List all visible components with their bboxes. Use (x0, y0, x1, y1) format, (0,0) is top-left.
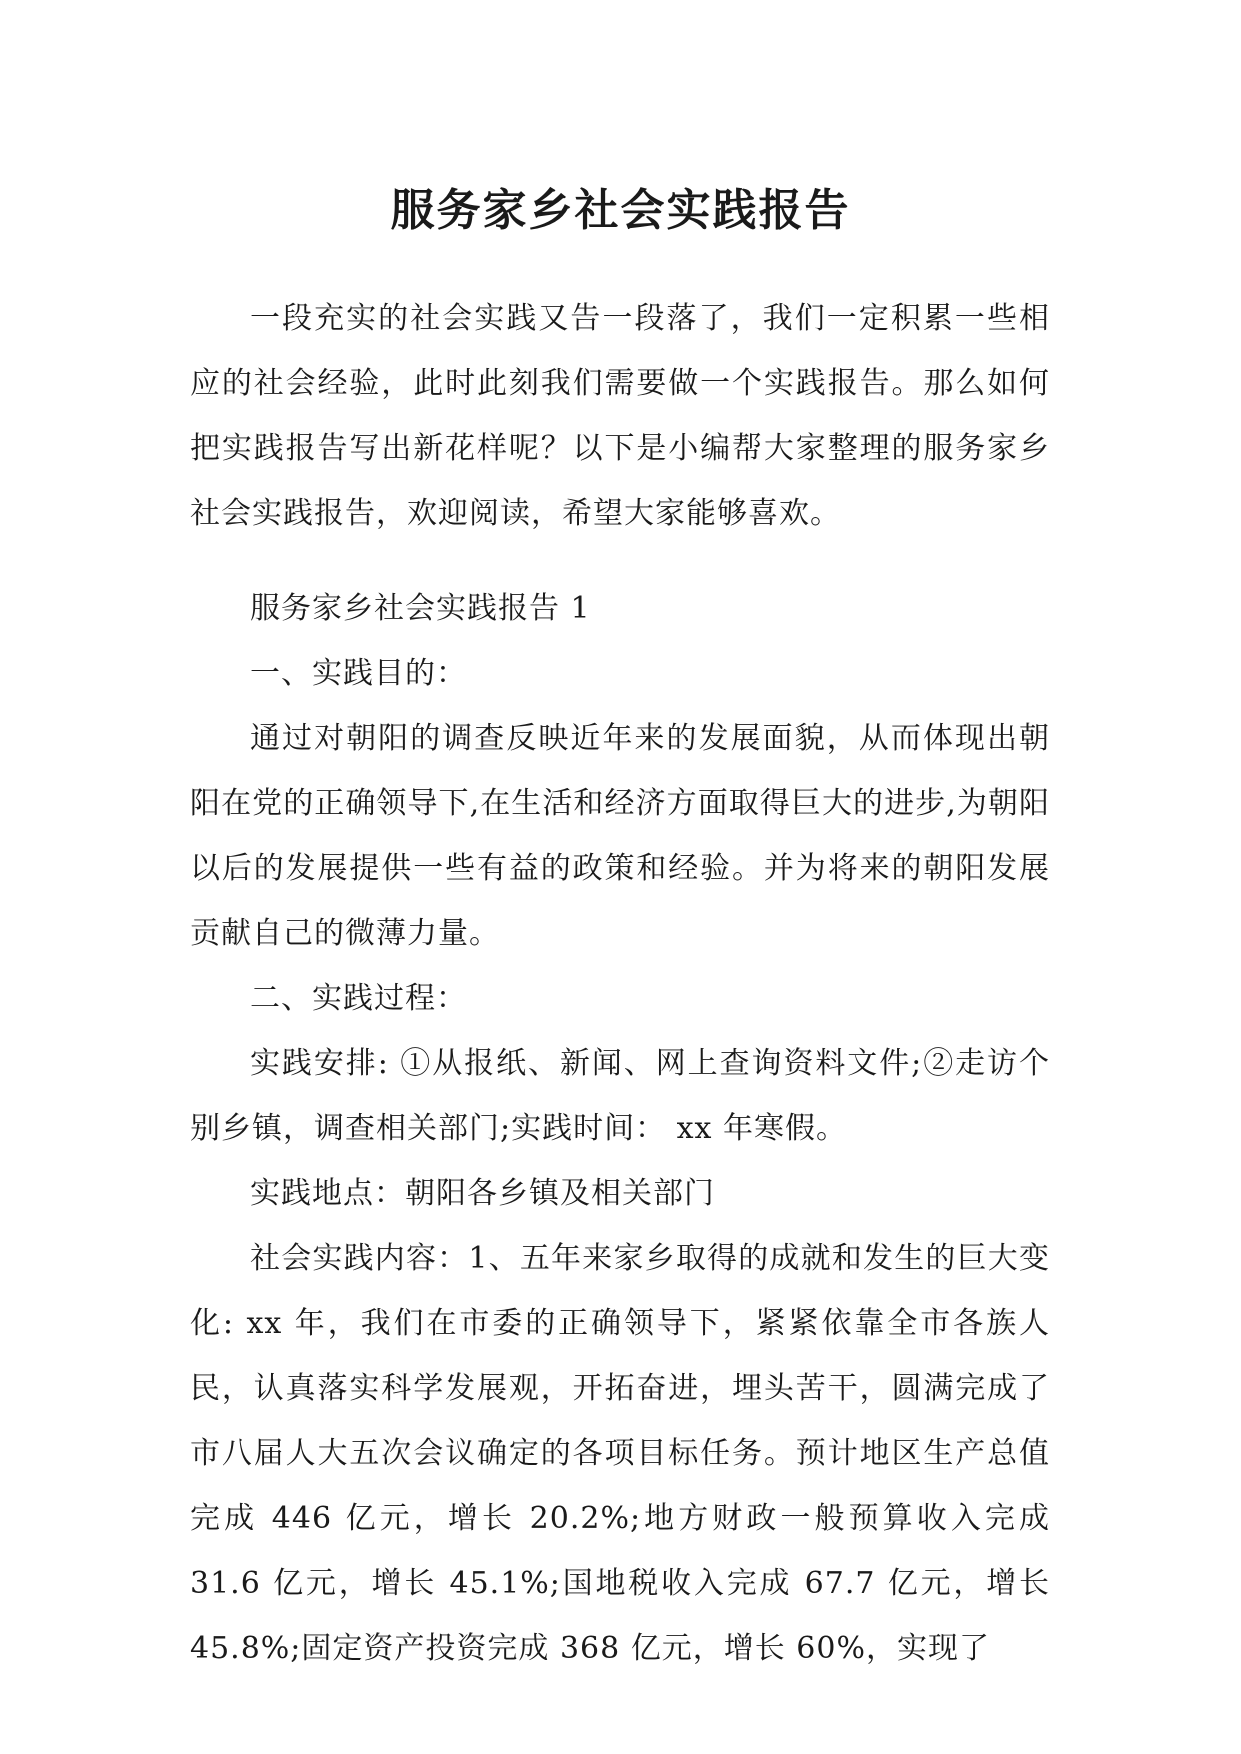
intro-block (190, 286, 1050, 546)
section-heading-process: 二、实践过程： (250, 981, 467, 1016)
purpose-paragraph: 通过对朝阳的调查反映近年来的发展面貌，从而体现出朝阳在党的正确领导下,在生活和经济方面取得巨大的进步,为朝阳以后的发展提供一些有益的政策和经验。并为将来的朝阳发展贡献自己的微薄力量。 (190, 721, 1050, 951)
intro-paragraph: 一段充实的社会实践又告一段落了，我们一定积累一些相应的社会经验，此时此刻我们需要做一个实践报告。那么如何把实践报告写出新花样呢？以下是小编帮大家整理的服务家乡社会实践报告，欢迎阅读，希望大家能够喜欢。 (190, 301, 1050, 531)
report-subtitle: 服务家乡社会实践报告 1 (250, 591, 591, 626)
arrangement-paragraph: 实践安排: ①从报纸、新闻、网上查询资料文件;②走访个别乡镇，调查相关部门;实践时间： xx 年寒假。 (190, 1046, 1050, 1146)
content-paragraph: 社会实践内容：1、五年来家乡取得的成就和发生的巨大变化: xx 年，我们在市委的正确领导下，紧紧依靠全市各族人民，认真落实科学发展观，开拓奋进，埋头苦干，圆满完成了市八届人大五次会议确定的各项目标任务。预计地区生产总值完成 446 亿元，增长 20.2%;地方财政一般预算收入完成 31.6 亿元，增长 45.1%;国地税收入完成 67.7 亿元，增长 45.8%;固定资产投资完成 368 亿元，增长 60%，实现了 (190, 1241, 1050, 1666)
document-title: 服务家乡社会实践报告 (390, 185, 851, 237)
report-body (190, 576, 1050, 1681)
section-heading-purpose: 一、实践目的： (250, 656, 467, 691)
location-paragraph: 实践地点：朝阳各乡镇及相关部门 (250, 1176, 715, 1211)
